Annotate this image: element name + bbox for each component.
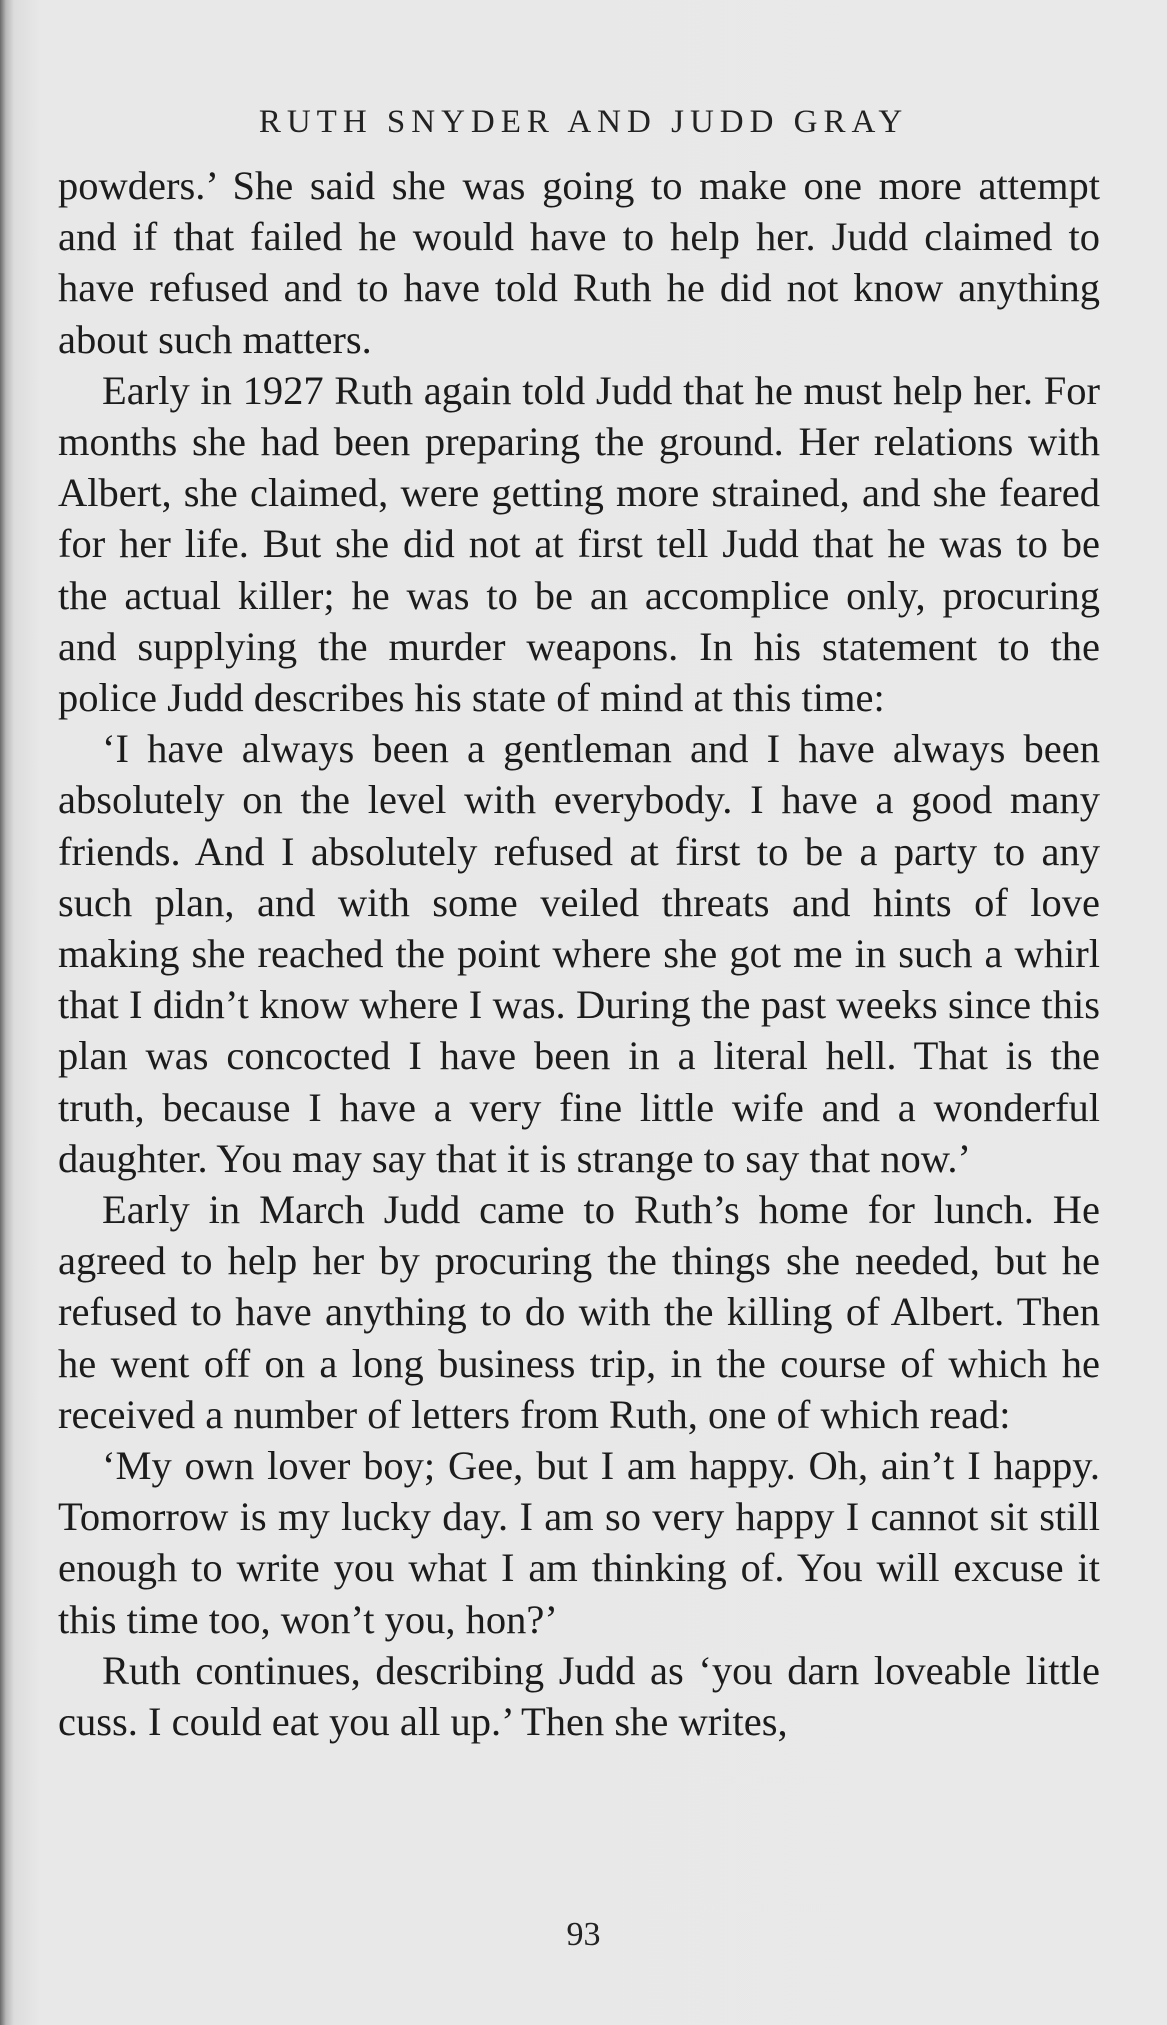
page-number: 93 [566,1916,601,1953]
paragraph: Ruth continues, describing Judd as ‘you darn loveable little cuss. I could eat you all up.’ Then she writes, [58,1647,1100,1745]
paragraph: Early in 1927 Ruth again told Judd that he must help her. For months she had been preparing the ground. Her relations with Albert, she claimed, were getting more strained, and she feared for her life. But she did not at first tell Judd that he was to be the actual killer; he was to be an accomplice only, procuring and supplying the murder weapons. In his statement to the police Judd describes his state of mind at this time: [58,367,1100,721]
paragraph: powders.’ She said she was going to make one more attempt and if that failed he would have to help her. Judd claimed to have refused and to have told Ruth he did not know anything about such matters. [58,163,1100,362]
body-text [58,160,1100,1747]
paragraph: ‘I have always been a gentleman and I have always been absolutely on the level with everybody. I have a good many friends. And I absolutely refused at first to be a party to any such plan, and with some veiled threats and hints of love making she reached the point where she got me in such a whirl that I didn’t know where I was. During the past weeks since this plan was concocted I have been in a literal hell. That is the truth, because I have a very fine little wife and a wonderful daughter. You may say that it is strange to say that now.’ [58,726,1100,1181]
paragraph: ‘My own lover boy; Gee, but I am happy. Oh, ain’t I happy. Tomorrow is my lucky day. I am so very happy I cannot sit still enough to write you what I am thinking of. You will excuse it this time too, won’t you, hon?’ [58,1443,1100,1642]
running-head: RUTH SNYDER AND JUDD GRAY [258,104,909,140]
paragraph: Early in March Judd came to Ruth’s home for lunch. He agreed to help her by procuring the things she needed, but he refused to have anything to do with the killing of Albert. Then he went off on a long business trip, in the course of which he received a number of letters from Ruth, one of which read: [58,1187,1100,1437]
